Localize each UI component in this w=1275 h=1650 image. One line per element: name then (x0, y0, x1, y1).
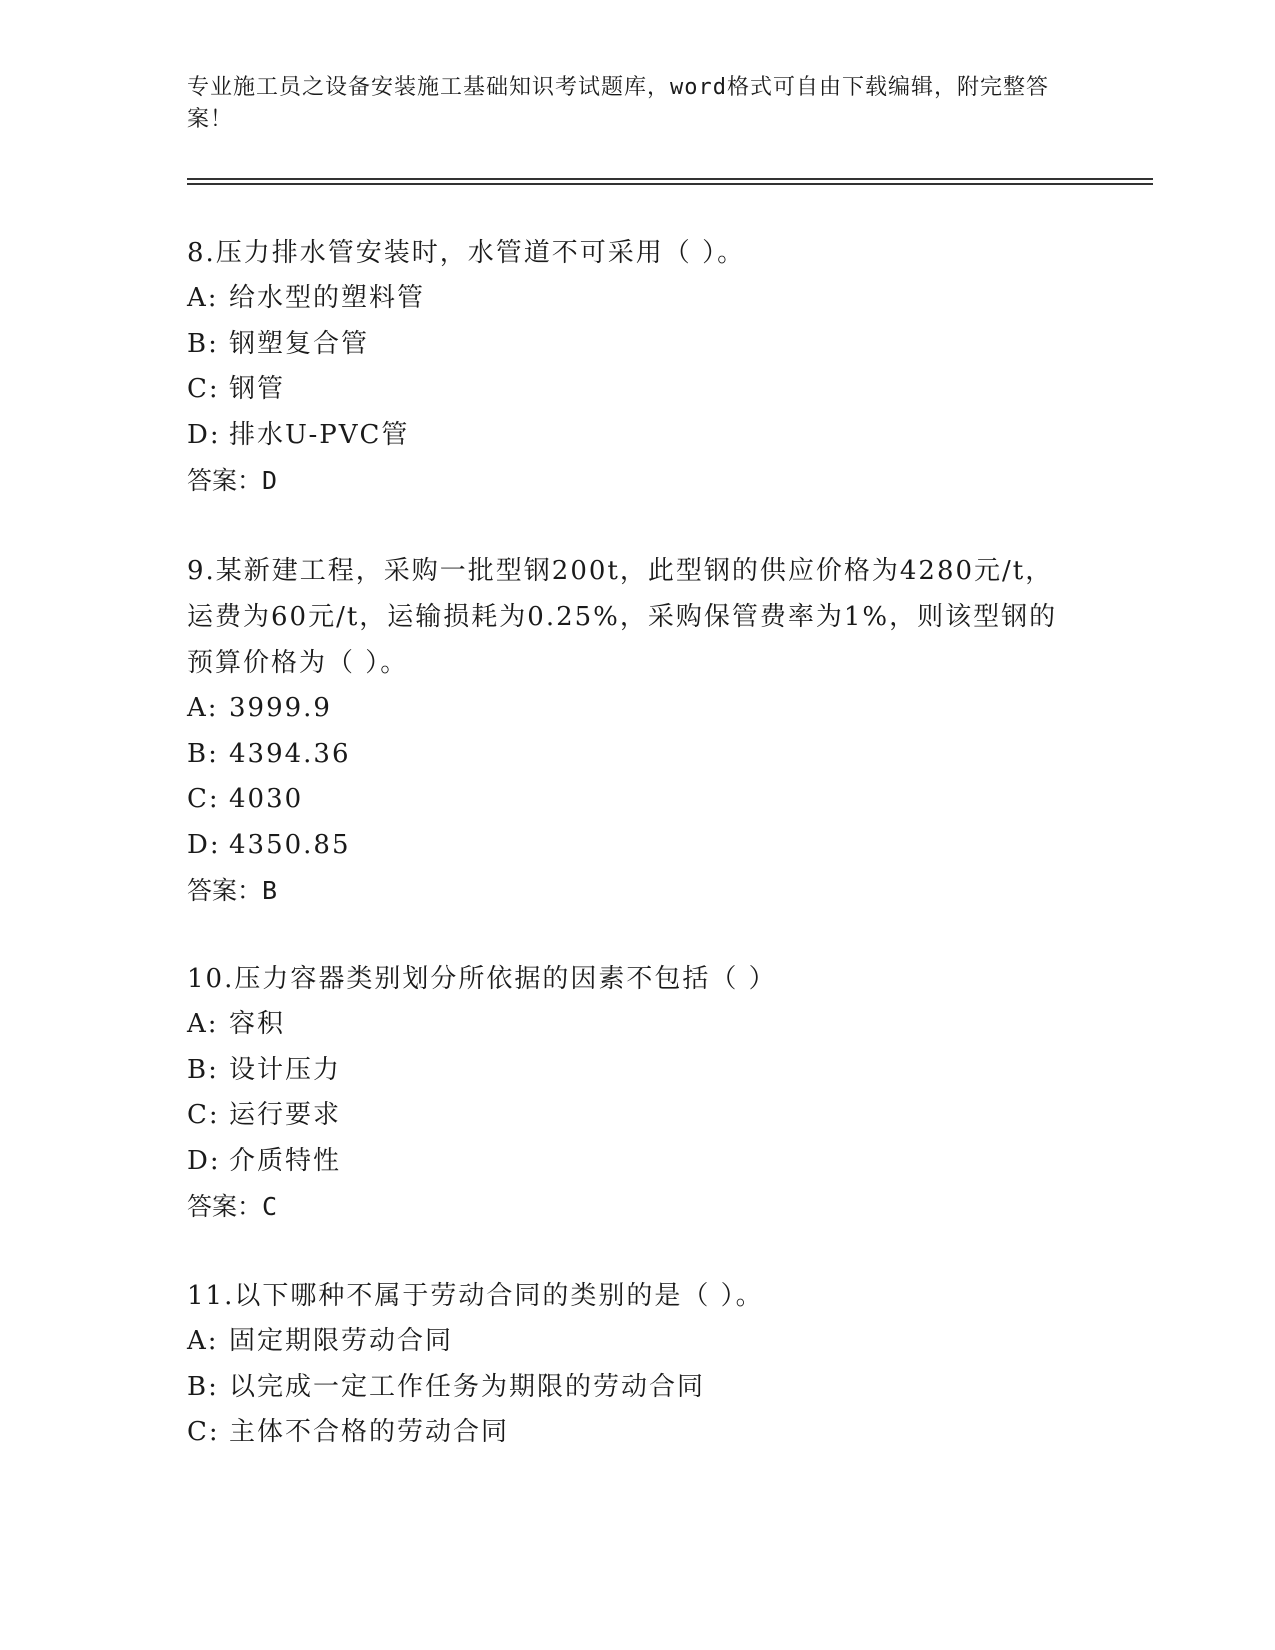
option-letter: B: (187, 1054, 219, 1085)
answer-label: 答案：C (187, 1192, 278, 1221)
option-text: 4394.36 (229, 738, 351, 769)
option-letter: D: (187, 829, 221, 860)
option-letter: C: (187, 784, 220, 814)
option-text: 以完成一定工作任务为期限的劳动合同 (229, 1371, 706, 1402)
option-text: 4030 (229, 784, 304, 814)
option-b (187, 1048, 1087, 1094)
option-letter: A: (187, 1326, 219, 1356)
option-text: 3999.9 (229, 693, 332, 723)
option-c (187, 777, 1067, 823)
header-divider-bottom (187, 183, 1153, 185)
answer-label: 答案：B (187, 876, 278, 905)
option-a (187, 1002, 1087, 1048)
question-stem: 9.某新建工程，采购一批型钢200t，此型钢的供应价格为4280元/t，运费为60元/t，运输损耗为0.25%，采购保管费率为1%，则该型钢的预算价格为（ ）。 (187, 556, 1058, 678)
option-letter: C: (187, 1417, 220, 1447)
document-header: 专业施工员之设备安装施工基础知识考试题库，word格式可自由下载编辑，附完整答案！ (187, 75, 1049, 132)
question-11 (187, 1273, 1087, 1456)
option-a (187, 686, 1067, 732)
option-b (187, 732, 1067, 778)
option-text: 固定期限劳动合同 (229, 1326, 454, 1356)
option-text: 设计压力 (229, 1054, 342, 1085)
option-letter: D: (187, 1145, 221, 1176)
option-letter: A: (187, 1009, 219, 1039)
option-c (187, 367, 1087, 413)
option-text: 给水型的塑料管 (229, 283, 426, 313)
option-a (187, 276, 1087, 322)
option-b (187, 322, 1087, 368)
question-stem: 10.压力容器类别划分所依据的因素不包括（ ） (187, 964, 777, 994)
question-10 (187, 956, 1087, 1230)
option-letter: B: (187, 328, 219, 359)
option-letter: B: (187, 1371, 219, 1402)
option-text: 钢塑复合管 (229, 328, 370, 359)
option-c (187, 1410, 1087, 1456)
option-letter: A: (187, 283, 219, 313)
question-stem: 11.以下哪种不属于劳动合同的类别的是（ ）。 (187, 1281, 764, 1311)
option-letter: A: (187, 693, 219, 723)
option-d (187, 1139, 1087, 1185)
option-a (187, 1319, 1087, 1365)
option-text: 容积 (229, 1009, 286, 1039)
option-letter: C: (187, 1100, 220, 1130)
option-letter: D: (187, 419, 221, 450)
option-text: 运行要求 (229, 1100, 342, 1130)
option-text: 钢管 (229, 374, 286, 404)
option-b (187, 1365, 1087, 1411)
option-text: 主体不合格的劳动合同 (229, 1417, 510, 1447)
option-text: 4350.85 (229, 829, 351, 860)
option-text: 排水U-PVC管 (229, 419, 410, 450)
question-9 (187, 548, 1067, 914)
question-stem: 8.压力排水管安装时，水管道不可采用（ ）。 (187, 238, 746, 268)
option-d (187, 413, 1087, 459)
question-8 (187, 230, 1087, 504)
option-c (187, 1093, 1087, 1139)
option-text: 介质特性 (229, 1145, 342, 1176)
answer-label: 答案：D (187, 466, 278, 495)
header-divider-top (187, 178, 1153, 180)
option-d (187, 823, 1067, 869)
option-letter: B: (187, 738, 219, 769)
option-letter: C: (187, 374, 220, 404)
